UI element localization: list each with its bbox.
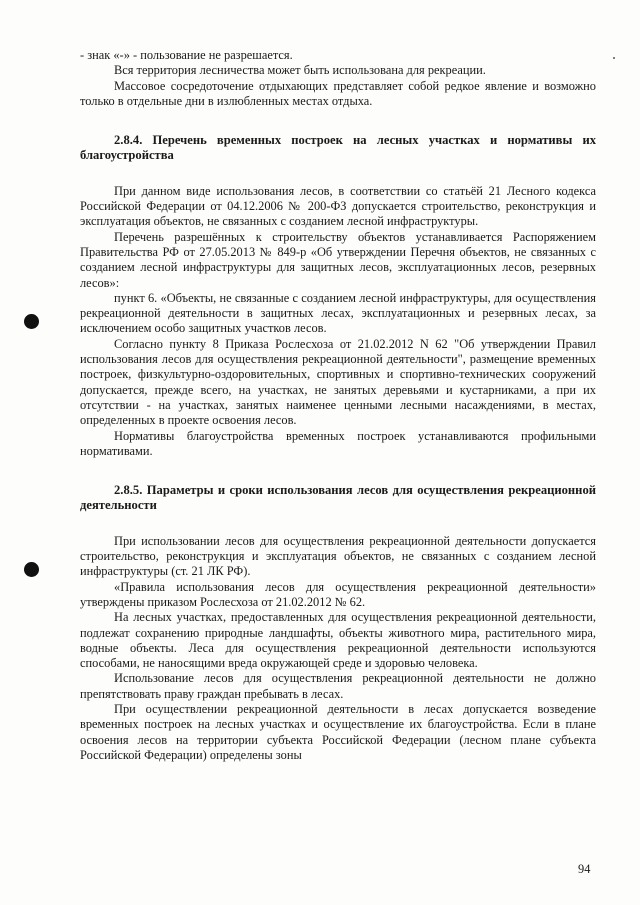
body-text: пункт 6. «Объекты, не связанные с созданием лесной инфраструктуры, для осуществления рекреационной деятельности в защитных лесах, эксплуатационных и резервных лесах, за исключением особо защитных участков лесов. <box>80 290 596 336</box>
section-heading: 2.8.4. Перечень временных построек на лесных участках и нормативы их благоустройства <box>80 133 596 163</box>
body-text: «Правила использования лесов для осуществления рекреационной деятельности» утверждены приказом Рослесхоза от 21.02.2012 № 62. <box>80 579 596 609</box>
body-text: При осуществлении рекреационной деятельности в лесах допускается возведение временных построек на лесных участках и осуществление их благоустройства. Если в плане освоения лесов на территории субъекта Российской Федерации (лесном плане субъекта Российской Федерации) определены зоны <box>80 701 596 762</box>
page-number: 94 <box>578 862 591 876</box>
body-text: При данном виде использования лесов, в соответствии со статьёй 21 Лесного кодекса Российской Федерации от 04.12.2006 № 200-ФЗ допускается строительство, реконструкция и эксплуатация объектов, не связанных с созданием лесной инфраструктуры. <box>80 183 596 229</box>
scan-speck <box>613 57 615 59</box>
body-text: Нормативы благоустройства временных построек устанавливаются профильными нормативами. <box>80 428 596 458</box>
body-text: Массовое сосредоточение отдыхающих представляет собой редкое явление и возможно только в отдельные дни в излюбленных местах отдыха. <box>80 78 596 108</box>
body-text: На лесных участках, предоставленных для осуществления рекреационной деятельности, подлежат сохранению природные ландшафты, объекты животного мира, растительного мира, водные объекты. Леса для осуществления рекреационной деятельности используются способами, не наносящими вреда окружающей среде и здоровью человека. <box>80 610 596 671</box>
body-text: Использование лесов для осуществления рекреационной деятельности не должно препятствовать праву граждан пребывать в лесах. <box>80 671 596 701</box>
body-text: Перечень разрешённых к строительству объектов устанавливается Распоряжением Правительства РФ от 27.05.2013 № 849-р «Об утверждении Перечня объектов, не связанных с созданием лесной инфраструктуры для защитных лесов, эксплуатационных лесов, резервных лесов»: <box>80 229 596 290</box>
body-text: Согласно пункту 8 Приказа Рослесхоза от 21.02.2012 N 62 "Об утверждении Правил использования лесов для осуществления рекреационной деятельности", размещение временных построек, физкультурно-оздоровительных, спортивных и спортивно-технических сооружений допускается, прежде всего, на участках, не занятых деревьями и кустарниками, а при их отсутствии - на участках, занятых наименее ценными лесными насаждениями, в местах, определенных в проекте освоения лесов. <box>80 336 596 428</box>
section-heading: 2.8.5. Параметры и сроки использования лесов для осуществления рекреационной деятельности <box>80 483 596 513</box>
binder-hole <box>24 562 39 577</box>
body-text: Вся территория лесничества может быть использована для рекреации. <box>114 63 486 78</box>
body-text: - знак «-» - пользование не разрешается. <box>80 48 293 62</box>
document-page <box>80 48 596 763</box>
body-text: При использовании лесов для осуществления рекреационной деятельности допускается строительство, реконструкция и эксплуатация объектов, не связанных с созданием лесной инфраструктуры (ст. 21 ЛК РФ). <box>80 533 596 579</box>
binder-hole <box>24 314 39 329</box>
